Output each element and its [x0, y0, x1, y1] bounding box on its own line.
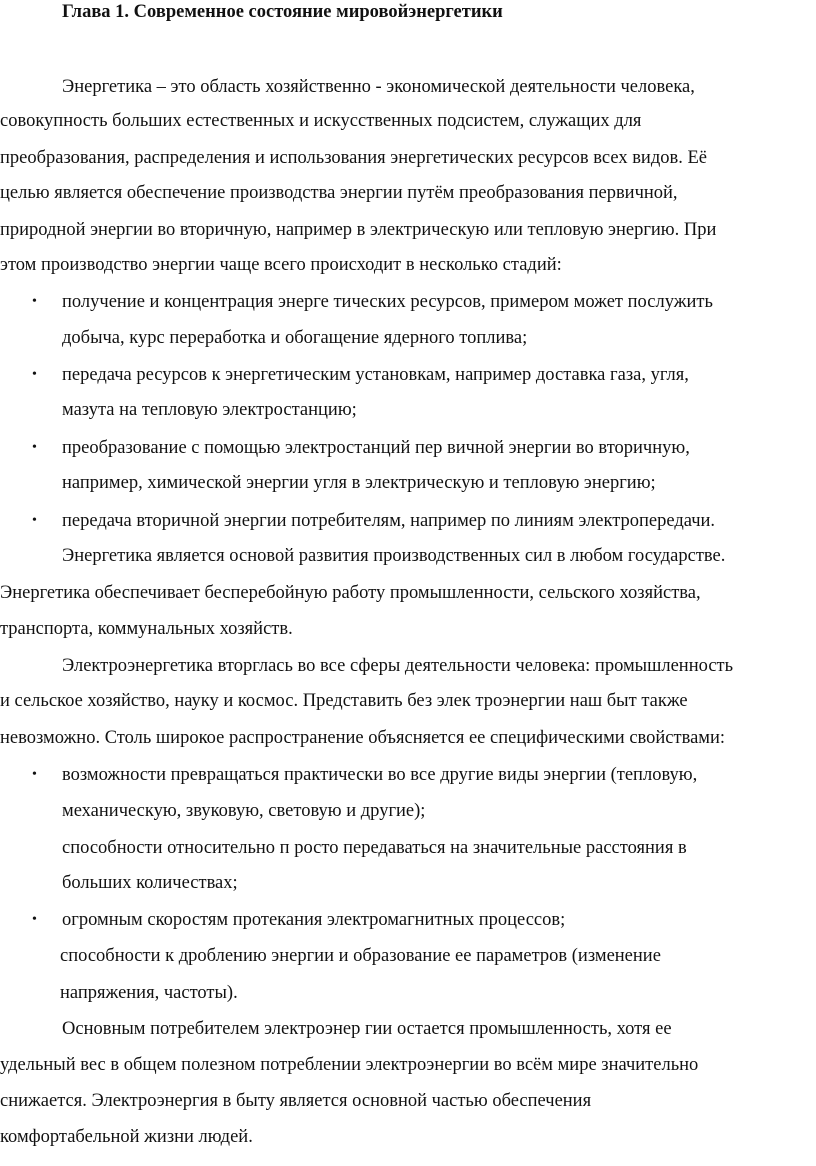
paragraph-line: транспорта, коммунальных хозяйств. — [0, 619, 293, 639]
paragraph-line: и сельское хозяйство, науку и космос. Представить без элек троэнергии наш быт также — [0, 691, 688, 711]
paragraph-line: совокупность больших естественных и искусственных подсистем, служащих для — [0, 111, 642, 131]
list-item-line: способности относительно п росто передаваться на значительные расстояния в — [62, 838, 687, 858]
list-item-line: способности к дроблению энергии и образование ее параметров (изменение — [60, 946, 661, 966]
list-item-line: преобразование с помощью электростанций пер вичной энергии во вторичную, — [62, 438, 690, 458]
paragraph-line: преобразования, распределения и использования энергетических ресурсов всех видов. Её — [0, 148, 707, 168]
list-item-line: огромным скоростям протекания электромагнитных процессов; — [62, 910, 566, 930]
list-item-line: мазута на тепловую электростанцию; — [62, 400, 357, 420]
paragraph-line: удельный вес в общем полезном потреблении электроэнергии во всём мире значительно — [0, 1055, 699, 1075]
list-item-line: получение и концентрация энерге тических ресурсов, примером может послужить — [62, 292, 713, 312]
paragraph-line: Энергетика является основой развития производственных сил в любом государстве. — [62, 546, 726, 566]
list-item-line: например, химической энергии угля в электрическую и тепловую энергию; — [62, 473, 656, 493]
list-item-line: передача ресурсов к энергетическим установкам, например доставка газа, угля, — [62, 365, 689, 385]
paragraph-line: снижается. Электроэнергия в быту является основной частью обеспечения — [0, 1091, 592, 1111]
bullet-icon: • — [32, 440, 37, 455]
list-item-line: больших количествах; — [62, 873, 238, 893]
bullet-icon: • — [32, 767, 37, 782]
paragraph-line: Энергетика – это область хозяйственно - экономической деятельности человека, — [62, 77, 695, 97]
list-item-line: возможности превращаться практически во все другие виды энергии (тепловую, — [62, 765, 698, 785]
paragraph-line: этом производство энергии чаще всего происходит в несколько стадий: — [0, 255, 562, 275]
paragraph-line: невозможно. Столь широкое распространение объясняется ее специфическими свойствами: — [0, 728, 726, 748]
paragraph-line: комфортабельной жизни людей. — [0, 1127, 253, 1147]
bullet-icon: • — [32, 294, 37, 309]
bullet-icon: • — [32, 513, 37, 528]
paragraph-line: Энергетика обеспечивает бесперебойную работу промышленности, сельского хозяйства, — [0, 583, 701, 603]
paragraph-line: целью является обеспечение производства энергии путём преобразования первичной, — [0, 183, 678, 203]
paragraph-line: природной энергии во вторичную, например в электрическую или тепловую энергию. При — [0, 220, 717, 240]
list-item-line: передача вторичной энергии потребителям, например по линиям электропередачи. — [62, 511, 716, 531]
list-item-line: механическую, звуковую, световую и другие); — [62, 801, 426, 821]
bullet-icon: • — [32, 367, 37, 382]
bullet-icon: • — [32, 912, 37, 927]
paragraph-line: Основным потребителем электроэнер гии остается промышленность, хотя ее — [62, 1019, 672, 1039]
paragraph-line: Электроэнергетика вторглась во все сферы деятельности человека: промышленность — [62, 656, 734, 676]
list-item-line: добыча, курс переработка и обогащение ядерного топлива; — [62, 328, 528, 348]
list-item-line: напряжения, частоты). — [60, 983, 238, 1003]
chapter-title: Глава 1. Современное состояние мировойэнергетики — [62, 2, 503, 22]
